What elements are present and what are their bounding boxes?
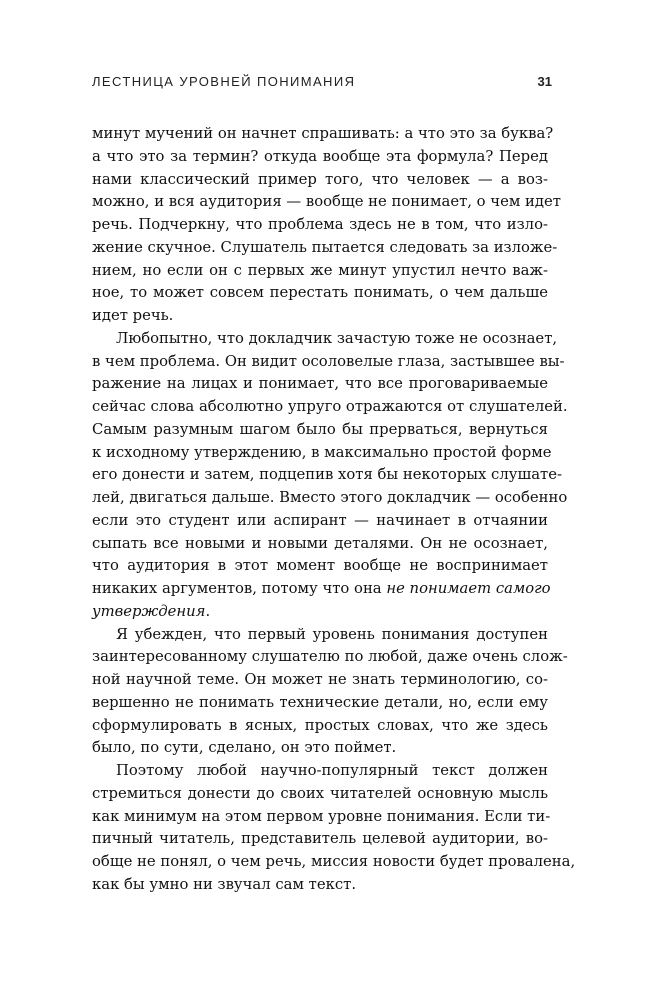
text-line: нием, но если он с первых же минут упустил нечто важ- (92, 261, 548, 279)
text-line: ное, то может совсем перестать понимать, о чем дальше (92, 284, 548, 302)
text-line: Любопытно, что докладчик зачастую тоже не осознает, (116, 329, 558, 347)
text-line-mixed (92, 578, 551, 601)
text-line: сформулировать в ясных, простых словах, что же здесь (92, 716, 548, 734)
text-line: идет речь. (92, 307, 174, 324)
text-segment: никаких аргументов, потому что она (92, 580, 382, 597)
text-line: в чем проблема. Он видит осоловелые глаза, застывшее вы- (92, 352, 565, 370)
page-number: 31 (537, 74, 552, 89)
italic-emphasis: утверждения (92, 602, 206, 620)
text-line: его донести и затем, подцепив хотя бы некоторых слушате- (92, 466, 562, 484)
text-line: Самым разумным шагом было бы прерваться, вернуться (92, 420, 548, 438)
text-line: было, по сути, сделано, он это поймет. (92, 739, 397, 757)
text-line: что аудитория в этот момент вообще не воспринимает (92, 557, 548, 575)
text-line: если это студент или аспирант — начинает в отчаянии (92, 511, 548, 529)
text-line: а что это за термин? откуда вообще эта формула? Перед (92, 147, 548, 165)
text-line-mixed (92, 601, 548, 624)
running-header (92, 74, 552, 94)
text-line: Поэтому любой научно-популярный текст должен (116, 762, 548, 779)
body-text (92, 123, 576, 897)
text-line: стремиться донести до своих читателей основную мысль (92, 784, 548, 802)
text-line: к исходному утверждению, в максимально простой форме (92, 443, 552, 461)
text-punct: . (205, 602, 211, 620)
text-line: минут мучений он начнет спрашивать: а что это за буква? (92, 125, 554, 142)
text-line: жение скучное. Слушатель пытается следовать за изложе- (92, 238, 558, 256)
text-line: лей, двигаться дальше. Вместо этого докладчик — особенно (92, 489, 568, 506)
text-line: Я убежден, что первый уровень понимания доступен (116, 625, 548, 643)
text-line: нами классический пример того, что человек — а воз- (92, 170, 548, 188)
text-line: сыпать все новыми и новыми деталями. Он не осознает, (92, 534, 548, 552)
italic-emphasis: не понимает самого (386, 580, 551, 597)
text-line: речь. Подчеркну, что проблема здесь не в том, что изло- (92, 216, 548, 233)
text-line: пичный читатель, представитель целевой аудитории, во- (92, 830, 548, 848)
text-line: ражение на лицах и понимает, что все проговариваемые (92, 375, 548, 393)
text-line: сейчас слова абсолютно упруго отражаются от слушателей. (92, 398, 568, 415)
text-line: обще не понял, о чем речь, миссия новости будет провалена, (92, 853, 576, 870)
text-line: как бы умно ни звучал сам текст. (92, 875, 357, 893)
text-line: вершенно не понимать технические детали, но, если ему (92, 693, 548, 711)
text-line: как минимум на этом первом уровне понимания. Если ти- (92, 807, 551, 825)
text-line: заинтересованному слушателю по любой, даже очень слож- (92, 648, 568, 666)
text-line: ной научной теме. Он может не знать терминологию, со- (92, 671, 548, 688)
running-title: ЛЕСТНИЦА УРОВНЕЙ ПОНИМАНИЯ (92, 74, 356, 89)
text-line: можно, и вся аудитория — вообще не понимает, о чем идет (92, 193, 561, 211)
